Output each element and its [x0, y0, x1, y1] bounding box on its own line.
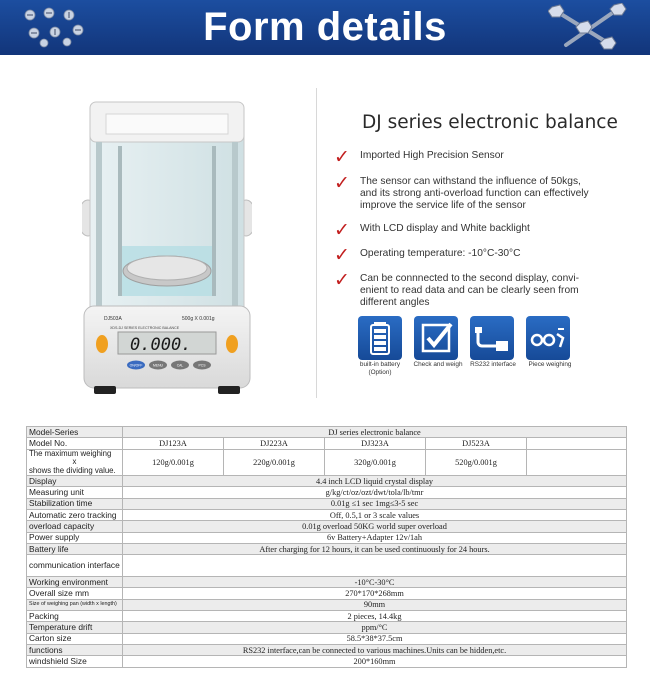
model-cell: DJ323A — [325, 438, 426, 449]
table-row — [27, 487, 627, 498]
page-title: Form details — [203, 5, 447, 49]
row-value: 58.5*38*37.5cm — [123, 633, 627, 644]
key-on-off: ON/OFF — [129, 363, 143, 368]
row-value: 4.4 inch LCD liquid crystal display — [123, 476, 627, 487]
capacity-cell: 320g/0.001g — [325, 449, 426, 476]
row-label: Model-Series — [27, 427, 123, 438]
piece-counting-icon — [526, 316, 570, 360]
row-value: 0.01g overload 50KG world super overload — [123, 521, 627, 532]
table-row — [27, 577, 627, 588]
row-value: 270*170*268mm — [123, 588, 627, 599]
row-label: windshield Size — [27, 656, 123, 667]
row-label: Stabilization time — [27, 498, 123, 509]
model-cell — [527, 438, 627, 449]
header-banner — [0, 0, 650, 55]
row-label: Battery life — [27, 543, 123, 554]
row-label: overload capacity — [27, 521, 123, 532]
row-value: g/kg/ct/oz/ozt/dwt/tola/lb/tmr — [123, 487, 627, 498]
capacity-label-line1: The maximum weighing — [29, 449, 112, 458]
feature-item — [334, 147, 594, 168]
spec-rows — [27, 476, 627, 667]
table-row — [27, 521, 627, 532]
row-label: functions — [27, 644, 123, 655]
checkmark-icon: ✓ — [334, 220, 350, 241]
row-label: Power supply — [27, 532, 123, 543]
row-label: Packing — [27, 611, 123, 622]
row-value: ppm/°C — [123, 622, 627, 633]
icon-label: RS232 interface — [470, 361, 516, 368]
feature-text: Imported High Precision Sensor — [360, 150, 504, 161]
table-row — [27, 438, 627, 449]
specification-table — [26, 426, 627, 668]
electronic-balance-image — [82, 96, 252, 401]
row-label: Model No. — [27, 438, 123, 449]
icon-label: Check and weigh — [413, 361, 463, 368]
row-label: Measuring unit — [27, 487, 123, 498]
feature-item — [334, 220, 594, 241]
row-label — [27, 449, 123, 476]
row-label: communication interface — [27, 555, 123, 577]
capacity-label-x: x — [72, 457, 77, 467]
icon-label: built-in battery (Option) — [359, 361, 401, 376]
table-row — [27, 611, 627, 622]
key-menu: MENU — [153, 363, 163, 368]
scale-brand-label: XDS-DJ SERIES ELECTRONIC BALANCE — [110, 326, 180, 330]
row-label: Carton size — [27, 633, 123, 644]
table-row — [27, 476, 627, 487]
feature-text: Can be connnected to the second display, convi-enient to read data and can be clearly seen from different angles — [360, 273, 579, 308]
table-row — [27, 509, 627, 520]
table-row — [27, 622, 627, 633]
table-row — [27, 449, 627, 476]
capacity-cell: 120g/0.001g — [123, 449, 224, 476]
checkmark-icon: ✓ — [334, 147, 350, 168]
capacity-cell: 220g/0.001g — [224, 449, 325, 476]
key-cal: CAL — [176, 363, 184, 368]
scale-readout: 0.000. — [130, 335, 192, 355]
checkmark-icon: ✓ — [334, 245, 350, 266]
row-label: Temperature drift — [27, 622, 123, 633]
row-value: 200*160mm — [123, 656, 627, 667]
feature-item — [334, 173, 594, 212]
row-value: RS232 interface,can be connected to various machines.Units can be hidden,etc. — [123, 644, 627, 655]
table-row — [27, 599, 627, 610]
row-label: Size of weighing pan (width x length) — [27, 599, 123, 610]
capacity-cell — [527, 449, 627, 476]
row-value: -10°C-30°C — [123, 577, 627, 588]
checkmark-icon: ✓ — [334, 270, 350, 291]
bolts-decoration-icon — [548, 3, 628, 51]
feature-text: The sensor can withstand the influence of 50kgs, and its strong anti-overload function can effectively improve the service life of the sensor — [360, 176, 589, 211]
feature-text: With LCD display and White backlight — [360, 223, 530, 234]
table-row — [27, 427, 627, 438]
table-row — [27, 633, 627, 644]
model-cell: DJ523A — [426, 438, 527, 449]
row-value — [123, 555, 627, 577]
row-value: After charging for 12 hours, it can be used continuously for 24 hours. — [123, 543, 627, 554]
capacity-cell: 520g/0.001g — [426, 449, 527, 476]
rs232-icon — [470, 316, 514, 360]
row-value: 90mm — [123, 599, 627, 610]
feature-item — [334, 245, 594, 266]
column-divider — [316, 88, 317, 398]
table-row — [27, 498, 627, 509]
row-label: Working environment — [27, 577, 123, 588]
table-row — [27, 543, 627, 554]
key-pcs: PCS — [198, 363, 206, 368]
model-cell: DJ223A — [224, 438, 325, 449]
table-row — [27, 555, 627, 577]
row-value: 6v Battery+Adapter 12v/1ah — [123, 532, 627, 543]
feature-item — [334, 270, 594, 309]
capacity-label-line2: shows the dividing value. — [29, 465, 116, 475]
check-icon — [414, 316, 458, 360]
battery-icon — [358, 316, 402, 360]
row-value: 0.01g ≤1 sec 1mg≤3-5 sec — [123, 498, 627, 509]
product-title: DJ series electronic balance — [362, 112, 618, 133]
table-row — [27, 644, 627, 655]
icon-label: Piece weighing — [528, 361, 572, 368]
feature-text: Operating temperature: -10°C-30°C — [360, 248, 521, 259]
feature-icons — [358, 316, 578, 378]
scale-capacity-label: 500g X 0.001g — [182, 316, 215, 322]
model-cell: DJ123A — [123, 438, 224, 449]
table-row — [27, 532, 627, 543]
row-label: Display — [27, 476, 123, 487]
row-value: 2 pieces, 14.4kg — [123, 611, 627, 622]
table-row — [27, 656, 627, 667]
scale-model-label: DJ503A — [104, 316, 122, 322]
table-row — [27, 588, 627, 599]
row-value: Off, 0.5,1 or 3 scale values — [123, 509, 627, 520]
checkmark-icon: ✓ — [334, 173, 350, 194]
row-label: Overall size mm — [27, 588, 123, 599]
row-value: DJ series electronic balance — [123, 427, 627, 438]
row-label: Automatic zero tracking — [27, 509, 123, 520]
